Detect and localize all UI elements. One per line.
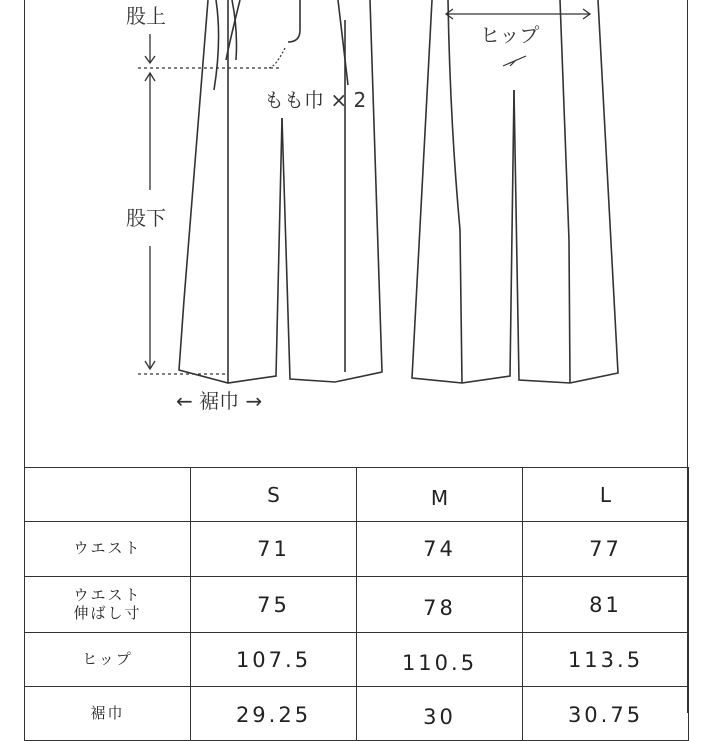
- row-label: 裾巾: [25, 687, 191, 741]
- table-row-waist: [25, 522, 689, 577]
- value-cell: 107.5: [191, 633, 357, 687]
- value-cell: 110.5: [357, 633, 523, 687]
- table-row-hem: [25, 687, 689, 741]
- hip-pointer: [503, 56, 526, 66]
- table-row-hip: [25, 633, 689, 687]
- hip-arrow: [446, 9, 590, 19]
- header-empty-cell: [25, 468, 191, 522]
- row-label-line: 伸ばし寸: [73, 603, 142, 622]
- row-label-line: ウエスト: [73, 586, 142, 605]
- value-cell: 29.25: [191, 687, 357, 741]
- thigh-width-label: もも巾 × 2: [264, 88, 367, 112]
- value-cell: 81: [523, 577, 689, 633]
- value-cell: 30.75: [523, 687, 689, 741]
- value-cell: 71: [191, 522, 357, 577]
- value-cell: 74: [357, 522, 523, 577]
- back-pants-outline: [412, 0, 618, 383]
- hip-label: ヒップ: [480, 23, 540, 47]
- header-size-m: M: [357, 468, 523, 522]
- rise-label: 股上: [126, 4, 166, 28]
- rise-arrow: [145, 34, 155, 63]
- header-size-s: S: [191, 468, 357, 522]
- value-cell: 75: [191, 577, 357, 633]
- front-pants-outline: [179, 0, 382, 383]
- row-label: [25, 577, 191, 633]
- value-cell: 77: [523, 522, 689, 577]
- hem-width-label: ← 裾巾 →: [176, 389, 263, 413]
- table-row-waist-stretched: [25, 577, 689, 633]
- size-table: [24, 467, 689, 741]
- value-cell: 30: [357, 687, 523, 741]
- row-label: ヒップ: [25, 633, 191, 687]
- value-cell: 78: [357, 577, 523, 633]
- inseam-label: 股下: [126, 206, 166, 230]
- value-cell: 113.5: [523, 633, 689, 687]
- table-header-row: [25, 468, 689, 522]
- header-size-l: L: [523, 468, 689, 522]
- row-label: ウエスト: [25, 522, 191, 577]
